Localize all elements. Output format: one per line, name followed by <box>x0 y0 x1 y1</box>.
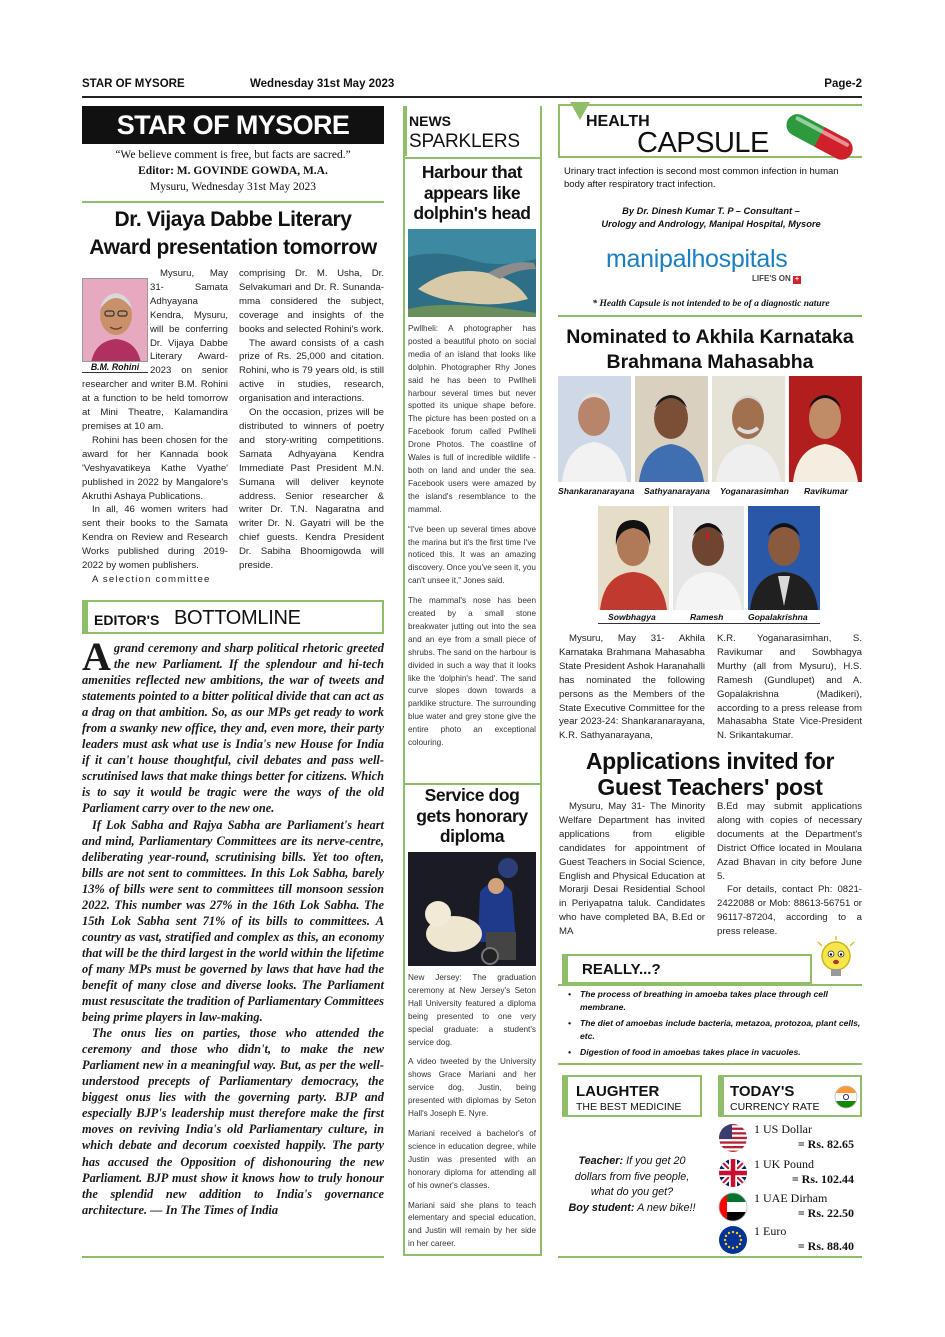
masthead-editor: Editor: M. GOVINDE GOWDA, M.A. <box>138 165 328 177</box>
laughter-boy: Boy student: A new bike!! <box>568 1201 696 1214</box>
eu-flag-icon <box>718 1225 748 1255</box>
portrait-sowbhagya <box>598 506 669 610</box>
currency-value-gbp: = Rs. 102.44 <box>791 1172 854 1186</box>
header-page-number: Page-2 <box>824 78 862 90</box>
currency-unit-aed: 1 UAE Dirham <box>754 1191 828 1205</box>
editorial-para3: The onus lies on parties, those who attended the ceremony and those who didn't, to make the new Parliament new in a meaningful way. But, as per the well-understood precepts of Parliamentary democracy, the biggest onus lies with the governing party. BJP and especially BJP's leadership must therefore make the first moves on reviving India's old Parliamentary culture, in which debate and decorum coexisted happily. The party has accused the Opposition of dishonouring the new Parliament. BJP must show it knows how to truly honour the splendid new addition to India's governance architecture. — In The Times of India <box>82 1026 384 1217</box>
graduation-dog-image <box>408 852 536 966</box>
manipal-logo-tag: LIFE'S ON + <box>752 274 800 283</box>
masthead-banner <box>82 106 384 144</box>
award-col1-para1: Mysuru, May 31- Samata Adhyayana Kendra, Mysuru, will be conferring Dr. Vijaya Dabbe Literary Award-2023 on senior researcher and writer B.M. Rohini at a function to be held tomorrow at Mini Theatre, Kalamandira premises at 10 am. <box>82 268 228 432</box>
currency-unit-eur: 1 Euro <box>754 1224 787 1238</box>
editorial-label-bold: EDITOR'S <box>94 612 160 628</box>
award-headline: Dr. Vijaya Dabbe Literary Award presentation tomorrow <box>89 208 377 259</box>
service-dog-para2: A video tweeted by the University shows Grace Mariani and her service dog, Justin, being presented with diplomas by Seton Hall's Joseph E. Nyre. <box>408 1057 536 1119</box>
masthead-dateline: Mysuru, Wednesday 31st May 2023 <box>150 181 316 193</box>
currency-row-usd <box>718 1121 862 1155</box>
health-disclaimer: * Health Capsule is not intended to be of a diagnostic nature <box>592 299 830 309</box>
header-rule <box>82 96 862 98</box>
health-byline-2: Urology and Andrology, Manipal Hospital, Mysore <box>601 219 821 229</box>
harbour-para3: The mammal's nose has been created by a small stone breakwater jutting out into the sea and an eye from a small piece of shrubs. The sand on the harbour is divided in such a way that it looks like the 'dolphin's head'. The sand curve slopes down towards a parklike structure. The surrounding blue water and grey stone give the entire photo an exceptional colouring. <box>408 596 536 748</box>
akhila-captions-row2 <box>598 612 820 624</box>
portrait-gopalakrishna <box>748 506 820 610</box>
page-header <box>82 78 862 94</box>
currency-label-bold: TODAY'S <box>730 1083 795 1100</box>
health-byline <box>560 205 862 231</box>
really-list <box>566 988 862 1059</box>
currency-value-aed: = Rs. 22.50 <box>797 1206 854 1220</box>
really-label-box <box>562 954 812 984</box>
caption-sathyanarayana: Sathyanarayana <box>644 486 710 496</box>
editorial-label-box <box>82 600 384 634</box>
currency-unit-usd: 1 US Dollar <box>754 1122 812 1136</box>
akhila-captions-row1 <box>558 486 862 498</box>
masthead-info <box>82 147 384 195</box>
akhila-col1-text: Mysuru, May 31- Akhila Karnataka Brahmana Mahasabha State President Ashok Haranahalli has nominated the following persons as the Members of the State Executive Committee for the year 2023-24: Shankaranarayana, K.R. Sathyanarayana, <box>559 633 705 742</box>
lightbulb-face-icon <box>814 936 858 982</box>
harbour-body <box>408 323 536 757</box>
portrait-yoganarasimhan <box>712 376 785 482</box>
really-item-2: • The diet of amoebas include bacteria, metazoa, protozoa, plant cells, etc. <box>568 1018 861 1041</box>
applications-col1-text: Mysuru, May 31- The Minority Welfare Department has invited applications from eligible candidates for appointment of Guest Teachers in Social Science, English and Physical Education at Morarji Desai Residential School in Periyapatna taluk. Candidates who have completed BA, B.Ed or MA <box>559 801 705 938</box>
harbour-photo <box>408 229 536 317</box>
health-byline-1: By Dr. Dinesh Kumar T. P – Consultant – <box>622 206 800 216</box>
currency-row-eur <box>718 1223 862 1257</box>
us-flag-icon <box>718 1123 748 1153</box>
service-dog-photo <box>408 852 536 966</box>
health-label-bold: HEALTH <box>586 113 650 130</box>
currency-unit-gbp: 1 UK Pound <box>754 1157 815 1171</box>
caption-sowbhagya: Sowbhagya <box>608 612 656 622</box>
left-bottom-rule <box>82 1256 384 1258</box>
header-date: Wednesday 31st May 2023 <box>250 78 395 90</box>
service-dog-para1: New Jersey: The graduation ceremony at New Jersey's Seton Hall University featured a diploma being presented to one very special graduate: a student's service dog. <box>408 973 536 1047</box>
service-dog-para4: Mariani said she plans to teach elementary and special education, and Justin will remain by her side in her career. <box>408 1200 536 1249</box>
portrait-ravikumar <box>789 376 862 482</box>
laughter-label-light: THE BEST MEDICINE <box>576 1101 682 1113</box>
editorial-para1: Agrand ceremony and sharp political rhetoric greeted the new Parliament. If the splendour and hi-tech amenities reflected new ambitions, the war of tweets and statements pointed to a bitter political divide that can act as a drag on that ambition. So, as our MPs get ready to work from a swanky new office, they and, even more, their party leaders must ask what use is India's new House for India if it can't house thoughtful, civil debates and pass well-scrutinised laws that make things better for citizens. Which is to say it would be tragic were the ways of the old Parliament carry over to the new one. <box>82 634 384 816</box>
caption-yoganarasimhan: Yoganarasimhan <box>720 486 789 496</box>
editorial-para2: If Lok Sabha and Rajya Sabha are Parliament's heart and mind, Parliamentary Committees are its nerve-centre, deliberating year-round, scrutinising bills. Yet too often, bills are not sent to committees. In this Lok Sabha, barely 13% of bills were sent to committees till monsoon session 2022. This number was 27% in the 16th Lok Sabha. The 15th Lok Sabha sent 71% of its bills to committees. A country as vast, stratified and complex as this, an economy that will be the third largest in the world within the lifetime of many MPs must be governed by laws that have had the benefit of many close and diverse looks. The Parliament must resuscitate the tradition of Parliamentary Committees being prime players in law-making. <box>82 817 384 1025</box>
uae-flag-icon <box>718 1192 748 1222</box>
header-paper-name: STAR OF MYSORE <box>82 78 185 90</box>
akhila-body-col1 <box>559 632 705 743</box>
plus-icon: + <box>794 276 800 283</box>
applications-body-col2 <box>717 800 862 939</box>
award-col1-para3: In all, 46 women writers had sent their books to the Samata Kendra on Review and Research Works published during 2019-2022 by women publishers. <box>82 504 228 572</box>
service-dog-headline: Service dog gets honorary diploma <box>416 785 528 846</box>
award-photo-caption: B.M. Rohini <box>82 362 148 373</box>
news-sparklers-label-light: SPARKLERS <box>409 131 520 152</box>
laughter-joke <box>562 1154 702 1216</box>
akhila-col2-text: K.R. Yoganarasimhan, S. Ravikumar and Sowbhagya Murthy (all from Mysuru), H.S. Ramesh (Gundlupet) and A. Gopalakrishna (Madikeri), according to a press release from Mahasabha State Vice-President N. Srikantakumar. <box>717 633 862 742</box>
applications-col2-contact: For details, contact Ph: 0821-2422088 or Mob: 88613-56751 or 96117-87204, according to a press release. <box>717 884 862 938</box>
portrait-ramesh <box>673 506 744 610</box>
award-col2-para2: The award consists of a cash prize of Rs. 25,000 and citation. Rohini, who is 79 years old, is still active in studies, research, organisation and interactions. <box>239 337 384 405</box>
currency-list <box>718 1121 862 1257</box>
caption-ravikumar: Ravikumar <box>804 486 848 496</box>
harbour-para1: Pwllheli: A photographer has posted a beautiful photo on social media of an island that looks like dolphin. Photographer Rhy Jones said he has been to Pwllheli harbour several times but never spotted its unique shape before. The picture has been posted on a Facebook forum called Pwllheli Drone Photos. The coastline of Wales is full of incredible wildlife - both on land and under the sea. Facebook users were amazed by the island's resemblance to the mammal. <box>408 324 536 514</box>
harbour-headline: Harbour that appears like dolphin's head <box>413 162 531 223</box>
caption-gopalakrishna: Gopalakrishna <box>748 612 808 622</box>
award-body-col2 <box>239 267 384 573</box>
akhila-photo-row2 <box>598 506 820 610</box>
award-col1-para4: A selection committee <box>92 573 211 585</box>
laughter-label-bold: LAUGHTER <box>576 1083 660 1100</box>
health-text: Urinary tract infection is second most common infection in human body after respiratory tract infection. <box>564 166 839 190</box>
harbour-aerial-image <box>408 229 536 317</box>
harbour-para2: “I've been up several times above the marina but it's the first time I've noticed this. It was an amazing discovery. Once you've seen it, you can't unsee it,” Jones said. <box>408 524 536 586</box>
portrait-shankaranarayana <box>558 376 631 482</box>
manipal-logo: manipalhospitals <box>606 245 788 273</box>
portrait-sathyanarayana <box>635 376 708 482</box>
editorial-drop-cap: A <box>82 634 111 679</box>
masthead-title: STAR OF MYSORE <box>116 110 350 140</box>
currency-row-gbp <box>718 1156 862 1190</box>
really-label: REALLY...? <box>582 961 661 978</box>
editorial-body <box>82 634 384 1218</box>
applications-headline: Applications invited for Guest Teachers' post <box>585 748 835 800</box>
caption-shankaranarayana: Shankaranarayana <box>558 486 635 496</box>
service-dog-para3: Mariani received a bachelor's of science in education degree, while Justin was presented with an honorary diploma for attending all of his owner's classes. <box>408 1128 536 1190</box>
akhila-body-col2 <box>717 632 862 743</box>
uk-flag-icon <box>718 1158 748 1188</box>
really-item-3: • Digestion of food in amoebas takes place in vacuoles. <box>568 1047 801 1057</box>
award-col2-para3: On the occasion, prizes will be distributed to winners of poetry and story-writing competitions. Samata Adhyayana Kendra Immediate Past President M.N. Sumana will deliver keynote address. Senior researcher & writer Dr. T.N. Nagaratna and writer Dr. N. Gayatri will be the chief guests. Kendra President Dr. Sabiha Bhoomigowda will preside. <box>239 407 384 572</box>
award-col2-para1: comprising Dr. M. Usha, Dr. Selvakumari and Dr. R. Sunanda-mma considered the subject, coverage and insights of the books and selected Rohini's work. <box>239 268 384 335</box>
applications-body-col1 <box>559 800 705 939</box>
really-item-1: • The process of breathing in amoeba takes place through cell membrane. <box>568 989 828 1012</box>
currency-value-usd: = Rs. 82.65 <box>797 1137 854 1151</box>
laughter-label-box <box>562 1075 702 1117</box>
editorial-label-light: BOTTOMLINE <box>174 607 301 629</box>
capsule-pill-icon <box>778 110 862 162</box>
service-dog-body <box>408 972 536 1258</box>
currency-label-light: CURRENCY RATE <box>730 1101 820 1113</box>
currency-label-box <box>718 1075 862 1117</box>
masthead-rule <box>82 201 384 203</box>
caption-ramesh: Ramesh <box>690 612 724 622</box>
award-body-col1 <box>82 267 228 587</box>
akhila-headline: Nominated to Akhila Karnataka Brahmana Mahasabha <box>566 326 854 373</box>
akhila-photo-row1 <box>558 376 862 484</box>
award-col1-para2: Rohini has been chosen for the award for her Kannada book 'Veshyavatikeya Kathe Vyathe' published in 2022 by Mangalore's Akruthi Ashaya Publications. <box>82 434 228 502</box>
news-sparklers-label-bold: NEWS <box>409 113 451 129</box>
currency-row-aed <box>718 1190 862 1224</box>
india-flag-icon <box>834 1085 858 1109</box>
masthead-motto: “We believe comment is free, but facts are sacred.” <box>115 149 351 161</box>
applications-col2-text: B.Ed may submit applications along with copies of necessary documents at the Department's District Office located in Moulana Azad Bhavan in city before June 5. <box>717 801 862 882</box>
laughter-teacher: Teacher: If you get 20 dollars from five people, what do you get? <box>574 1155 690 1198</box>
currency-value-eur: = Rs. 88.40 <box>797 1239 854 1253</box>
health-label-light: CAPSULE <box>637 127 769 159</box>
